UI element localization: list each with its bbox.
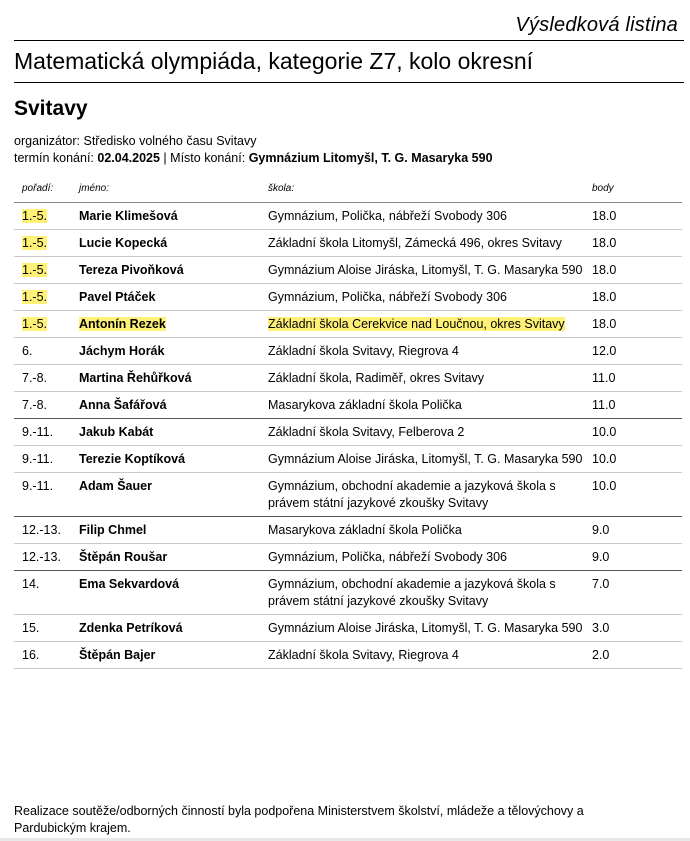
cell-rank [14,419,71,446]
cell-name-text: Jakub Kabát [79,425,154,439]
table-row [14,392,682,419]
cell-school [260,571,584,615]
place-label: Místo konání: [170,151,246,165]
cell-points [584,284,682,311]
cell-points [584,544,682,571]
header-school: škola: [268,183,295,194]
header-name: jméno: [79,183,110,194]
cell-name [71,284,260,311]
table-row [14,446,682,473]
table-header-row [14,178,682,203]
date-label: termín konání: [14,151,94,165]
document-type-label: Výsledková listina [515,14,678,36]
cell-rank-text: 12.-13. [22,523,61,537]
cell-school [260,419,584,446]
cell-points-text: 11.0 [592,398,616,412]
cell-name [71,419,260,446]
cell-rank [14,311,71,338]
cell-rank [14,544,71,571]
organizer-value: Středisko volného času Svitavy [83,134,257,148]
cell-points-text: 18.0 [592,317,617,331]
cell-rank [14,517,71,544]
cell-name [71,338,260,365]
cell-school [260,338,584,365]
cell-name [71,392,260,419]
cell-points-text: 10.0 [592,452,617,466]
cell-name [71,365,260,392]
date-place-line [14,151,493,165]
cell-name [71,544,260,571]
cell-rank [14,615,71,642]
cell-rank [14,446,71,473]
cell-points [584,257,682,284]
cell-points-text: 18.0 [592,236,617,250]
cell-school-text: Gymnázium, obchodní akademie a jazyková škola s právem státní jazykové zkoušky Svitavy [268,479,556,510]
results-table [14,178,682,669]
cell-name [71,257,260,284]
cell-rank-text: 1.-5. [22,317,48,331]
cell-points [584,571,682,615]
cell-name-text: Jáchym Horák [79,344,165,358]
cell-name [71,473,260,517]
cell-school-text: Základní škola Svitavy, Felberova 2 [268,425,465,439]
organizer-line [14,134,257,148]
cell-rank-text: 1.-5. [22,236,48,250]
cell-school-text: Základní škola Svitavy, Riegrova 4 [268,648,459,662]
cell-rank-text: 1.-5. [22,263,48,277]
table-row [14,203,682,230]
header-rank: pořadí: [22,183,54,194]
cell-name [71,615,260,642]
results-body [14,203,682,669]
cell-name-text: Terezie Koptíková [79,452,186,466]
cell-points [584,230,682,257]
cell-rank [14,571,71,615]
cell-school [260,284,584,311]
top-divider [14,40,684,41]
cell-rank-text: 16. [22,648,40,662]
table-row [14,230,682,257]
cell-school [260,257,584,284]
cell-rank-text: 9.-11. [22,452,54,466]
table-row [14,257,682,284]
cell-name [71,446,260,473]
cell-school-text: Masarykova základní škola Polička [268,523,462,537]
cell-name [71,642,260,669]
cell-points [584,392,682,419]
table-row [14,365,682,392]
table-row [14,284,682,311]
cell-points-text: 9.0 [592,550,610,564]
date-value: 02.04.2025 [97,151,160,165]
cell-points-text: 9.0 [592,523,610,537]
cell-school-text: Gymnázium Aloise Jiráska, Litomyšl, T. G. Masaryka 590 [268,621,583,635]
cell-rank [14,203,71,230]
cell-points [584,642,682,669]
cell-rank-text: 15. [22,621,40,635]
cell-school-text: Gymnázium Aloise Jiráska, Litomyšl, T. G. Masaryka 590 [268,263,583,277]
cell-rank-text: 1.-5. [22,209,48,223]
cell-school-text: Gymnázium, Polička, nábřeží Svobody 306 [268,550,508,564]
cell-school-text: Základní škola, Radiměř, okres Svitavy [268,371,485,385]
cell-rank-text: 6. [22,344,33,358]
cell-school-text: Základní škola Svitavy, Riegrova 4 [268,344,459,358]
cell-points-text: 12.0 [592,344,617,358]
organizer-label: organizátor: [14,134,81,148]
cell-school [260,544,584,571]
support-note: Realizace soutěže/odborných činností byla podpořena Ministerstvem školství, mládeže a tělovýchovy a Pardubickým krajem. [14,804,584,835]
cell-name-text: Štěpán Bajer [79,648,156,662]
cell-points-text: 10.0 [592,425,617,439]
cell-name-text: Lucie Kopecká [79,236,168,250]
cell-name-text: Adam Šauer [79,479,152,493]
cell-name-text: Ema Sekvardová [79,577,180,591]
cell-rank [14,230,71,257]
cell-name-text: Martina Řehůřková [79,371,192,385]
cell-rank-text: 12.-13. [22,550,61,564]
place-value: Gymnázium Litomyšl, T. G. Masaryka 590 [248,151,493,165]
cell-points-text: 18.0 [592,263,617,277]
cell-rank [14,284,71,311]
table-row [14,642,682,669]
cell-name-text: Zdenka Petríková [79,621,183,635]
cell-school [260,230,584,257]
cell-name [71,230,260,257]
cell-points [584,338,682,365]
cell-school [260,203,584,230]
cell-points-text: 3.0 [592,621,610,635]
cell-name-text: Štěpán Roušar [79,550,168,564]
cell-points-text: 2.0 [592,648,610,662]
cell-school [260,642,584,669]
cell-school [260,392,584,419]
cell-school-text: Gymnázium, Polička, nábřeží Svobody 306 [268,290,508,304]
cell-name [71,311,260,338]
table-row [14,338,682,365]
cell-school [260,311,584,338]
cell-rank [14,642,71,669]
cell-school-text: Gymnázium, Polička, nábřeží Svobody 306 [268,209,508,223]
cell-school [260,517,584,544]
cell-points-text: 11.0 [592,371,616,385]
cell-rank [14,338,71,365]
cell-points [584,615,682,642]
table-row [14,419,682,446]
region-heading: Svitavy [14,97,88,120]
cell-school-text: Gymnázium Aloise Jiráska, Litomyšl, T. G. Masaryka 590 [268,452,583,466]
page-title: Matematická olympiáda, kategorie Z7, kolo okresní [14,48,534,74]
title-divider [14,82,684,83]
cell-rank [14,257,71,284]
cell-points [584,311,682,338]
table-row [14,517,682,544]
cell-points-text: 18.0 [592,290,617,304]
cell-points-text: 18.0 [592,209,617,223]
table-row [14,615,682,642]
cell-rank-text: 1.-5. [22,290,48,304]
cell-rank [14,392,71,419]
cell-name-text: Tereza Pivoňková [79,263,184,277]
cell-points [584,517,682,544]
cell-name [71,517,260,544]
cell-rank [14,473,71,517]
cell-school-text: Základní škola Cerekvice nad Loučnou, okres Svitavy [268,317,565,331]
cell-rank-text: 7.-8. [22,371,48,385]
cell-points-text: 10.0 [592,479,617,493]
table-row [14,571,682,615]
cell-school [260,473,584,517]
cell-name [71,571,260,615]
cell-points [584,203,682,230]
cell-school [260,446,584,473]
cell-points [584,419,682,446]
cell-school-text: Masarykova základní škola Polička [268,398,462,412]
cell-points [584,446,682,473]
cell-rank [14,365,71,392]
cell-name-text: Anna Šafářová [79,398,167,412]
cell-school [260,365,584,392]
cell-name [71,203,260,230]
cell-rank-text: 9.-11. [22,479,54,493]
cell-rank-text: 14. [22,577,40,591]
cell-points [584,473,682,517]
cell-name-text: Filip Chmel [79,523,147,537]
cell-rank-text: 7.-8. [22,398,48,412]
table-row [14,473,682,517]
cell-name-text: Antonín Rezek [79,317,166,331]
cell-rank-text: 9.-11. [22,425,54,439]
table-row [14,311,682,338]
table-row [14,544,682,571]
cell-school [260,615,584,642]
cell-school-text: Základní škola Litomyšl, Zámecká 496, okres Svitavy [268,236,562,250]
header-points: body [592,183,614,194]
cell-points [584,365,682,392]
cell-points-text: 7.0 [592,577,610,591]
cell-name-text: Marie Klimešová [79,209,178,223]
meta-separator: | [159,151,171,165]
cell-name-text: Pavel Ptáček [79,290,156,304]
cell-school-text: Gymnázium, obchodní akademie a jazyková škola s právem státní jazykové zkoušky Svitavy [268,577,556,608]
